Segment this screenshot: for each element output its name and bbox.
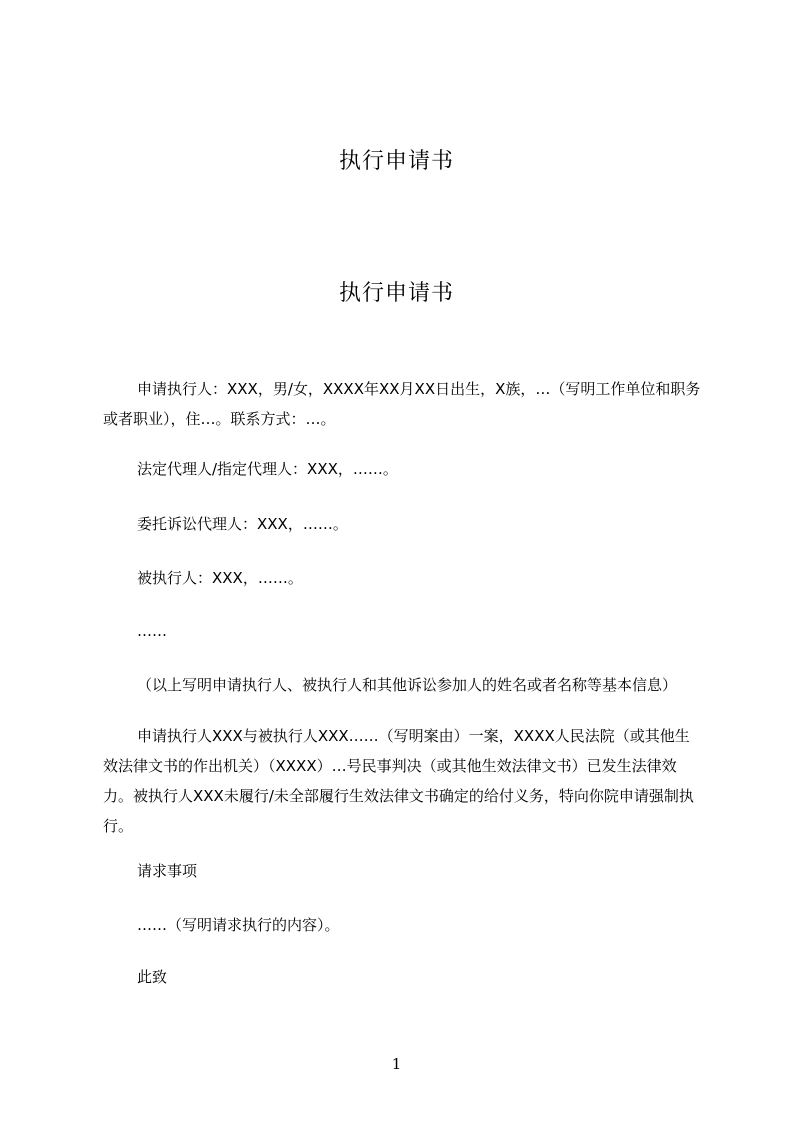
request-content-paragraph: ……（写明请求执行的内容）。 (137, 916, 340, 934)
request-heading: 请求事项 (137, 862, 198, 880)
document-header-title: 执行申请书 (338, 149, 454, 174)
page-number: 1 (391, 1055, 402, 1073)
respondent-paragraph: 被执行人：XXX，……。 (137, 569, 303, 587)
applicant-paragraph: 申请执行人：XXX，男/女，XXXX年XX月XX日出生，X族，…（写明工作单位和职务或者职业），住…。联系方式：…。 (103, 380, 701, 428)
document-title: 执行申请书 (338, 281, 454, 306)
entrusted-agent-paragraph: 委托诉讼代理人：XXX，……。 (137, 515, 348, 533)
ellipsis-paragraph: …… (137, 622, 167, 640)
closing-paragraph: 此致 (137, 968, 168, 986)
statement-paragraph: 申请执行人XXX与被执行人XXX……（写明案由）一案，XXXX人民法院（或其他生效法律文书的作出机关）（XXXX）…号民事判决（或其他生效法律文书）已发生法律效力。被执行人XXX未履行/未全部履行生效法律文书确定的给付义务，特向你院申请强制执行。 (103, 727, 694, 835)
legal-agent-paragraph: 法定代理人/指定代理人：XXX，……。 (137, 460, 398, 478)
note-paragraph: （以上写明申请执行人、被执行人和其他诉讼参加人的姓名或者名称等基本信息） (137, 676, 678, 694)
